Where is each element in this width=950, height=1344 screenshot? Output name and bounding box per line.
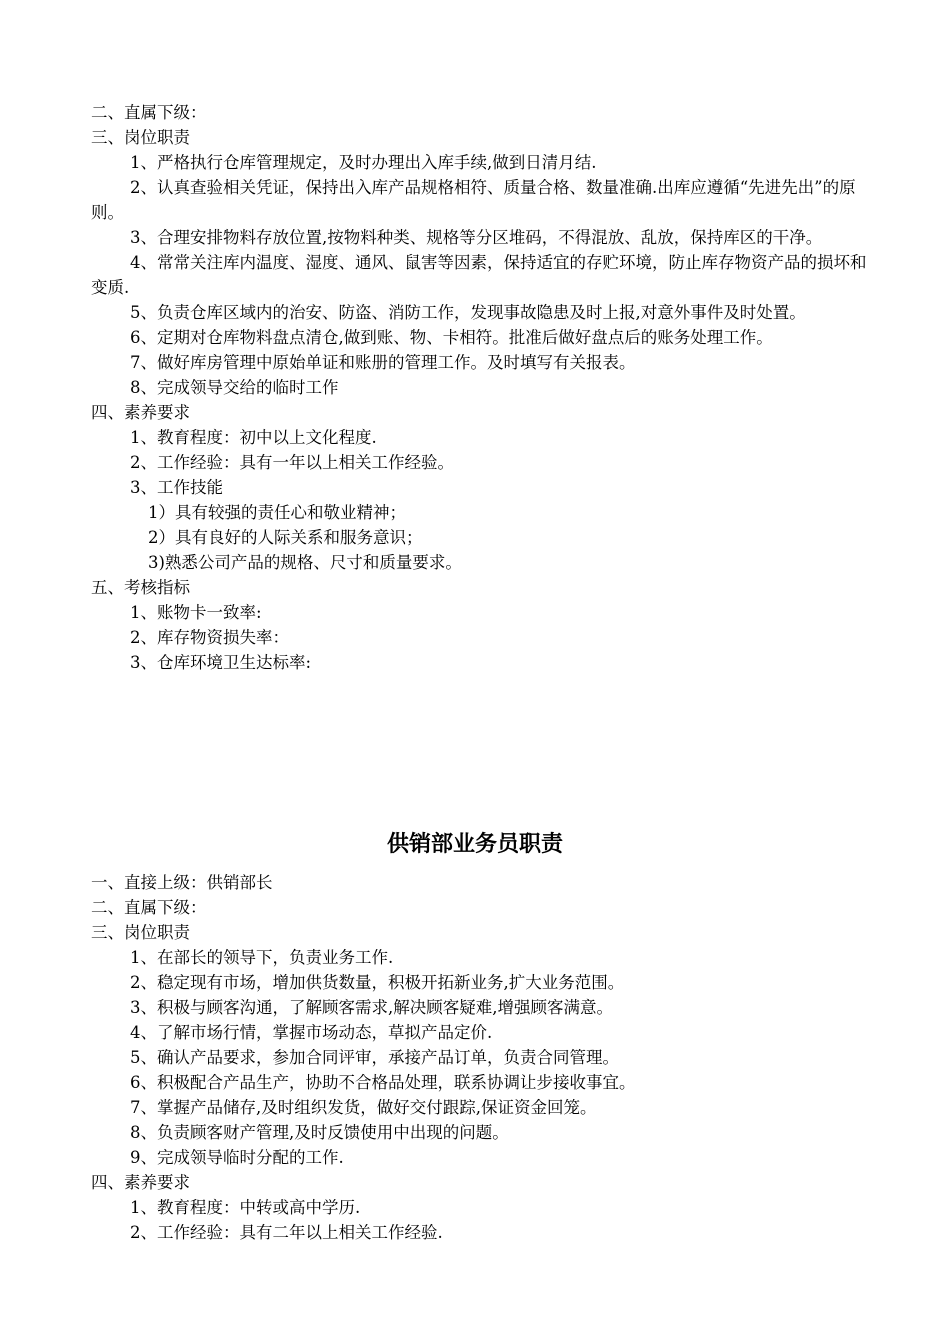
skill-item: 3)熟悉公司产品的规格、尺寸和质量要求。 [148,553,462,572]
requirement-item: 3、工作技能 [130,478,223,497]
skill-item: 2）具有良好的人际关系和服务意识； [148,528,423,547]
duty-item: 9、完成领导临时分配的工作. [130,1148,344,1167]
duty-item: 8、负责顾客财产管理,及时反馈使用中出现的问题。 [130,1123,509,1142]
duty-item: 3、合理安排物料存放位置,按物料种类、规格等分区堆码，不得混放、乱放，保持库区的干净。 [130,228,823,247]
duty-item: 4、常常关注库内温度、湿度、通风、鼠害等因素，保持适宜的存贮环境，防止库存物资产品的损坏和变质. [91,253,867,297]
duty-item: 4、了解市场行情，掌握市场动态，草拟产品定价. [130,1023,493,1042]
subordinate-line: 二、直属下级： [91,103,207,122]
requirement-item: 2、工作经验：具有二年以上相关工作经验. [130,1223,443,1242]
requirements-heading: 四、素养要求 [91,403,190,422]
duty-item: 7、做好库房管理中原始单证和账册的管理工作。及时填写有关报表。 [130,353,636,372]
duty-item: 3、积极与顾客沟通，了解顾客需求,解决顾客疑难,增强顾客满意。 [130,998,613,1017]
duties-heading: 三、岗位职责 [91,923,190,942]
warehouse-keeper-duties [91,100,871,675]
duty-item: 2、稳定现有市场，增加供货数量，积极开拓新业务,扩大业务范围。 [130,973,625,992]
requirements-heading: 四、素养要求 [91,1173,190,1192]
kpi-item: 2、库存物资损失率： [130,628,289,647]
requirement-item: 2、工作经验：具有一年以上相关工作经验。 [130,453,454,472]
duty-item: 1、在部长的领导下，负责业务工作. [130,948,394,967]
salesperson-duties [91,870,871,1245]
duty-item: 5、负责仓库区域内的治安、防盗、消防工作，发现事故隐患及时上报,对意外事件及时处置。 [130,303,806,322]
duty-item: 7、掌握产品储存,及时组织发货，做好交付跟踪,保证资金回笼。 [130,1098,597,1117]
subordinate-line: 二、直属下级： [91,898,207,917]
requirement-item: 1、教育程度：中转或高中学历. [130,1198,361,1217]
superior-line: 一、直接上级：供销部长 [91,873,273,892]
duties-heading: 三、岗位职责 [91,128,190,147]
skill-item: 1）具有较强的责任心和敬业精神； [148,503,406,522]
page-title: 供销部业务员职责 [386,832,563,857]
kpi-item: 3、仓库环境卫生达标率: [130,653,312,672]
kpi-heading: 五、考核指标 [91,578,190,597]
duty-item: 1、严格执行仓库管理规定，及时办理出入库手续,做到日清月结. [130,153,597,172]
kpi-item: 1、账物卡一致率: [130,603,262,622]
duty-item: 6、定期对仓库物料盘点清仓,做到账、物、卡相符。批准后做好盘点后的账务处理工作。 [130,328,773,347]
requirement-item: 1、教育程度：初中以上文化程度. [130,428,377,447]
duty-item: 8、完成领导交给的临时工作 [130,378,339,397]
duty-item: 6、积极配合产品生产，协助不合格品处理，联系协调让步接收事宜。 [130,1073,636,1092]
duty-item: 2、认真查验相关凭证，保持出入库产品规格相符、质量合格、数量准确.出库应遵循“先进先出”的原则。 [91,178,856,222]
duty-item: 5、确认产品要求，参加合同评审，承接产品订单，负责合同管理。 [130,1048,619,1067]
